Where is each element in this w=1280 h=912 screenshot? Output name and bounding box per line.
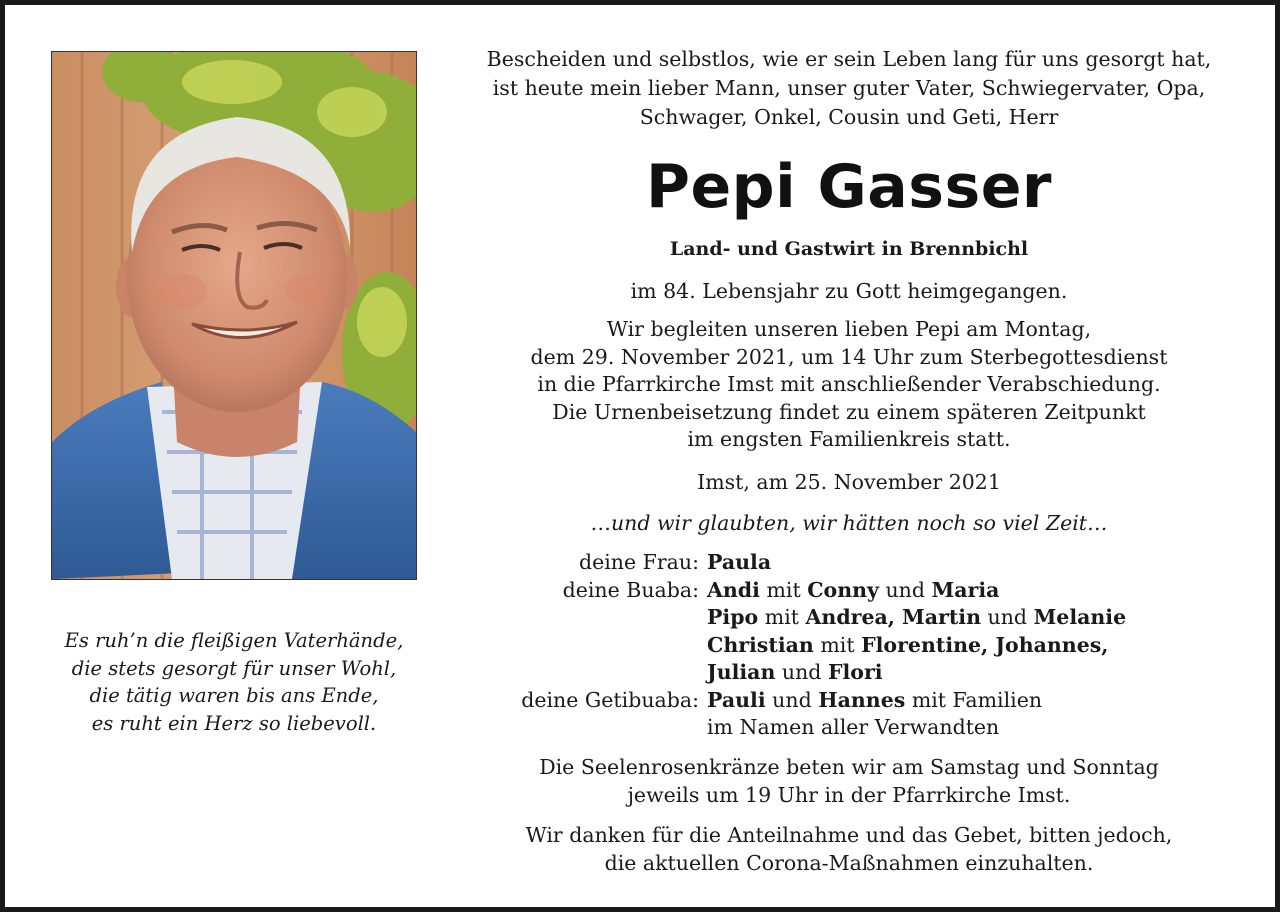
family-name: Melanie (1033, 605, 1127, 629)
funeral-details (443, 316, 1255, 454)
family-label: deine Buaba: (562, 577, 699, 602)
family-connector: und (772, 687, 812, 712)
family-label: deine Frau: (578, 550, 699, 574)
family-name: Conny (807, 577, 879, 602)
portrait-photo (51, 51, 417, 580)
funeral-line: Wir begleiten unseren lieben Pepi am Montag, (606, 317, 1092, 341)
family-name: Christian (707, 632, 814, 657)
intro-text (443, 45, 1255, 132)
family-name: Flori (827, 660, 883, 684)
funeral-line: in die Pfarrkirche Imst mit anschließender Verabschiedung. (537, 372, 1161, 396)
thanks-line: die aktuellen Corona-Maßnahmen einzuhalten. (604, 851, 1094, 875)
thanks-note (443, 821, 1255, 877)
verse-line: die tätig waren bis ans Ende, (89, 684, 379, 707)
family-connector: mit (820, 632, 855, 657)
family-row (443, 659, 1255, 687)
rosary-line: Die Seelenrosenkränze beten wir am Samstag und Sonntag (539, 755, 1159, 779)
place-date: Imst, am 25. November 2021 (697, 470, 1001, 494)
portrait-illustration (52, 52, 416, 579)
family-label: deine Getibuaba: (521, 687, 699, 712)
family-list (443, 549, 1255, 742)
family-connector: mit Familien (911, 687, 1043, 712)
family-row-relatives (443, 714, 1255, 742)
family-name: Florentine, Johannes, (861, 632, 1109, 657)
family-name: Pauli (707, 687, 766, 712)
family-connector: mit (764, 605, 799, 629)
family-row-children (443, 577, 1255, 605)
rosary-info (443, 753, 1255, 809)
thanks-line: Wir danken für die Anteilnahme und das Gebet, bitten jedoch, (525, 823, 1173, 847)
family-name: Maria (931, 577, 1000, 602)
memorial-verse (25, 627, 443, 737)
family-name: Andi (707, 577, 760, 602)
occupation: Land- und Gastwirt in Brennbichl (669, 238, 1029, 260)
age-line: im 84. Lebensjahr zu Gott heimgegangen. (630, 279, 1068, 303)
intro-line: Schwager, Onkel, Cousin und Geti, Herr (639, 105, 1059, 129)
family-connector: und (781, 660, 822, 684)
family-connector: und (885, 577, 926, 602)
family-connector: und (987, 605, 1028, 629)
family-row (443, 632, 1255, 660)
funeral-line: dem 29. November 2021, um 14 Uhr zum Sterbegottesdienst (530, 344, 1168, 369)
rosary-line: jeweils um 19 Uhr in der Pfarrkirche Imst. (627, 783, 1071, 807)
funeral-line: im engsten Familienkreis statt. (687, 427, 1011, 451)
family-name: Julian (707, 660, 776, 684)
verse-line: Es ruh’n die fleißigen Vaterhände, (64, 629, 404, 652)
family-row-godchildren (443, 687, 1255, 715)
family-name: Pipo (707, 605, 759, 629)
family-name: Andrea, Martin (805, 605, 981, 629)
verse-line: die stets gesorgt für unser Wohl, (71, 656, 397, 680)
verse-line: es ruht ein Herz so liebevoll. (91, 711, 377, 735)
relatives-line: im Namen aller Verwandten (707, 715, 1000, 739)
motto: …und wir glaubten, wir hätten noch so viel Zeit… (590, 511, 1108, 535)
intro-line: Bescheiden und selbstlos, wie er sein Leben lang für uns gesorgt hat, (486, 47, 1212, 71)
family-name: Hannes (818, 687, 906, 712)
family-row-wife (443, 549, 1255, 577)
deceased-name: Pepi Gasser (645, 152, 1053, 222)
intro-line: ist heute mein lieber Mann, unser guter Vater, Schwiegervater, Opa, (492, 76, 1206, 100)
family-connector: mit (766, 577, 801, 602)
family-row (443, 604, 1255, 632)
family-name: Paula (707, 550, 772, 574)
funeral-line: Die Urnenbeisetzung findet zu einem späteren Zeitpunkt (552, 399, 1146, 424)
